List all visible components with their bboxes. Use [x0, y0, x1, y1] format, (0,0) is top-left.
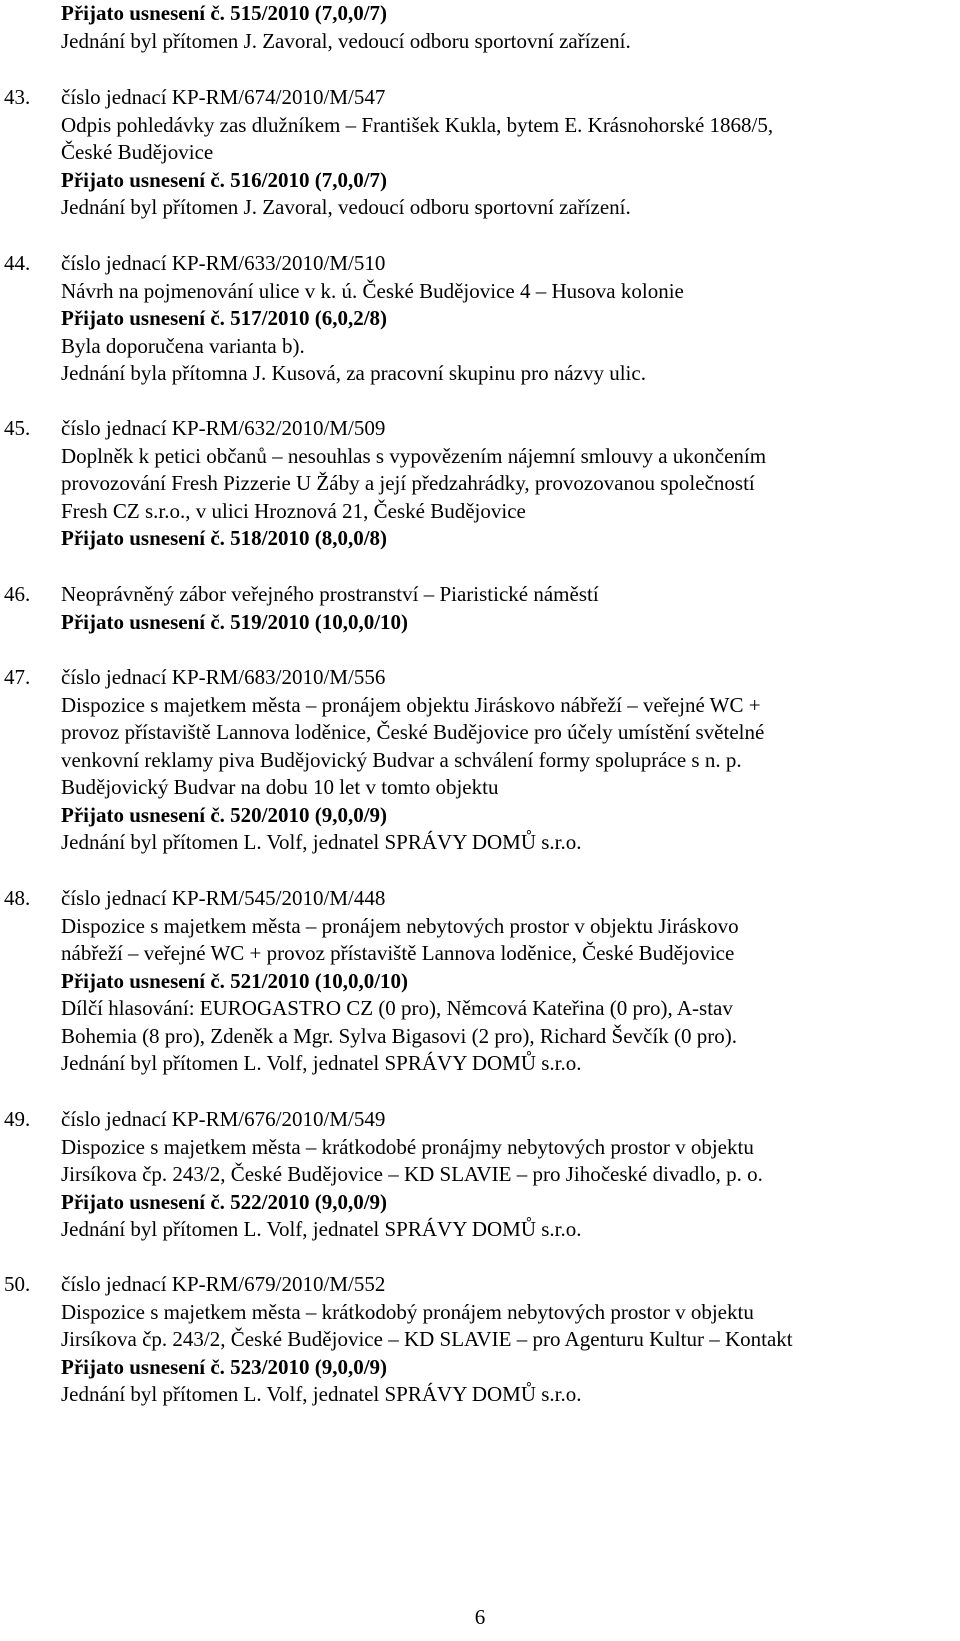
item-number: 50. [4, 1272, 31, 1296]
attendance-line: Jednání byl přítomen J. Zavoral, vedoucí odboru sportovní zařízení. [61, 195, 631, 219]
item-number: 45. [4, 416, 31, 440]
note-line: Byla doporučena varianta b). [61, 333, 305, 358]
resolution-line: Přijato usnesení č. 523/2010 (9,0,0/9) [61, 1354, 388, 1379]
attendance-line: Jednání byl přítomen J. Zavoral, vedoucí odboru sportovní zařízení. [61, 28, 631, 53]
agenda-item-49 [0, 1106, 960, 1244]
subject-line: Jirsíkova čp. 243/2, České Budějovice – KD SLAVIE – pro Jihočeské divadlo, p. o. [61, 1162, 763, 1186]
reference-number: číslo jednací KP-RM/674/2010/M/547 [61, 85, 386, 109]
item-number: 49. [4, 1107, 31, 1131]
subject-line: Dispozice s majetkem města – pronájem objektu Jiráskovo nábřeží – veřejné WC + [61, 692, 761, 717]
resolution-line: Přijato usnesení č. 519/2010 (10,0,0/10) [61, 609, 409, 634]
note-line: Dílčí hlasování: EUROGASTRO CZ (0 pro), Němcová Kateřina (0 pro), A-stav [61, 996, 733, 1020]
agenda-item-43 [0, 84, 960, 222]
subject-line: Dispozice s majetkem města – krátkodobé pronájmy nebytových prostor v objektu [61, 1134, 754, 1159]
item-number: 47. [4, 665, 31, 689]
resolution-line: Přijato usnesení č. 518/2010 (8,0,0/8) [61, 526, 388, 550]
resolution-line: Přijato usnesení č. 521/2010 (10,0,0/10) [61, 968, 409, 993]
subject-line: Budějovický Budvar na dobu 10 let v tomto objektu [61, 775, 499, 799]
reference-number: číslo jednací KP-RM/679/2010/M/552 [61, 1272, 386, 1296]
reference-number: číslo jednací KP-RM/632/2010/M/509 [61, 416, 386, 440]
subject-line: nábřeží – veřejné WC + provoz přístaviště Lannova loděnice, České Budějovice [61, 941, 735, 965]
reference-number: číslo jednací KP-RM/683/2010/M/556 [61, 665, 386, 689]
subject-line: provoz přístaviště Lannova loděnice, České Budějovice pro účely umístění světelné [61, 720, 765, 744]
agenda-item-48 [0, 885, 960, 1078]
agenda-item-47 [0, 664, 960, 857]
resolution-line: Přijato usnesení č. 520/2010 (9,0,0/9) [61, 802, 388, 827]
agenda-item-44 [0, 250, 960, 388]
attendance-line: Jednání byl přítomen L. Volf, jednatel SPRÁVY DOMŮ s.r.o. [61, 1051, 582, 1075]
note-line: Bohemia (8 pro), Zdeněk a Mgr. Sylva Bigasovi (2 pro), Richard Ševčík (0 pro). [61, 1023, 737, 1048]
attendance-line: Jednání byl přítomen L. Volf, jednatel SPRÁVY DOMŮ s.r.o. [61, 830, 582, 854]
resolution-line: Přijato usnesení č. 516/2010 (7,0,0/7) [61, 167, 388, 192]
item-number: 46. [4, 582, 31, 606]
reference-number: číslo jednací KP-RM/545/2010/M/448 [61, 886, 386, 910]
agenda-item-45 [0, 415, 960, 553]
attendance-line: Jednání byla přítomna J. Kusová, za pracovní skupinu pro názvy ulic. [61, 361, 646, 385]
subject-line: Fresh CZ s.r.o., v ulici Hroznová 21, České Budějovice [61, 498, 526, 523]
reference-number: číslo jednací KP-RM/633/2010/M/510 [61, 251, 386, 275]
subject-line: Dispozice s majetkem města – krátkodobý pronájem nebytových prostor v objektu [61, 1299, 754, 1324]
item-number: 48. [4, 886, 31, 910]
subject-line: Návrh na pojmenování ulice v k. ú. České Budějovice 4 – Husova kolonie [61, 278, 684, 303]
page-number: 6 [474, 1605, 486, 1629]
resolution-line: Přijato usnesení č. 515/2010 (7,0,0/7) [61, 1, 388, 25]
subject-line: České Budějovice [61, 140, 214, 164]
previous-item-tail [0, 0, 960, 55]
subject-line: Dispozice s majetkem města – pronájem nebytových prostor v objektu Jiráskovo [61, 913, 739, 938]
reference-number: číslo jednací KP-RM/676/2010/M/549 [61, 1107, 386, 1131]
attendance-line: Jednání byl přítomen L. Volf, jednatel SPRÁVY DOMŮ s.r.o. [61, 1382, 582, 1406]
subject-line: Doplněk k petici občanů – nesouhlas s vypovězením nájemní smlouvy a ukončením [61, 443, 767, 468]
attendance-line: Jednání byl přítomen L. Volf, jednatel SPRÁVY DOMŮ s.r.o. [61, 1217, 582, 1241]
agenda-item-50 [0, 1271, 960, 1409]
resolution-line: Přijato usnesení č. 517/2010 (6,0,2/8) [61, 306, 388, 330]
item-number: 43. [4, 85, 31, 109]
subject-line: Odpis pohledávky zas dlužníkem – František Kukla, bytem E. Krásnohorské 1868/5, [61, 112, 774, 137]
subject-line: Neoprávněný zábor veřejného prostranství – Piaristické náměstí [61, 582, 599, 606]
item-number: 44. [4, 251, 31, 275]
subject-line: provozování Fresh Pizzerie U Žáby a její předzahrádky, provozovanou společností [61, 471, 755, 495]
agenda-item-46 [0, 581, 960, 636]
subject-line: Jirsíkova čp. 243/2, České Budějovice – KD SLAVIE – pro Agenturu Kultur – Kontakt [61, 1327, 793, 1351]
resolution-line: Přijato usnesení č. 522/2010 (9,0,0/9) [61, 1189, 388, 1214]
subject-line: venkovní reklamy piva Budějovický Budvar a schválení formy spolupráce s n. p. [61, 747, 742, 772]
